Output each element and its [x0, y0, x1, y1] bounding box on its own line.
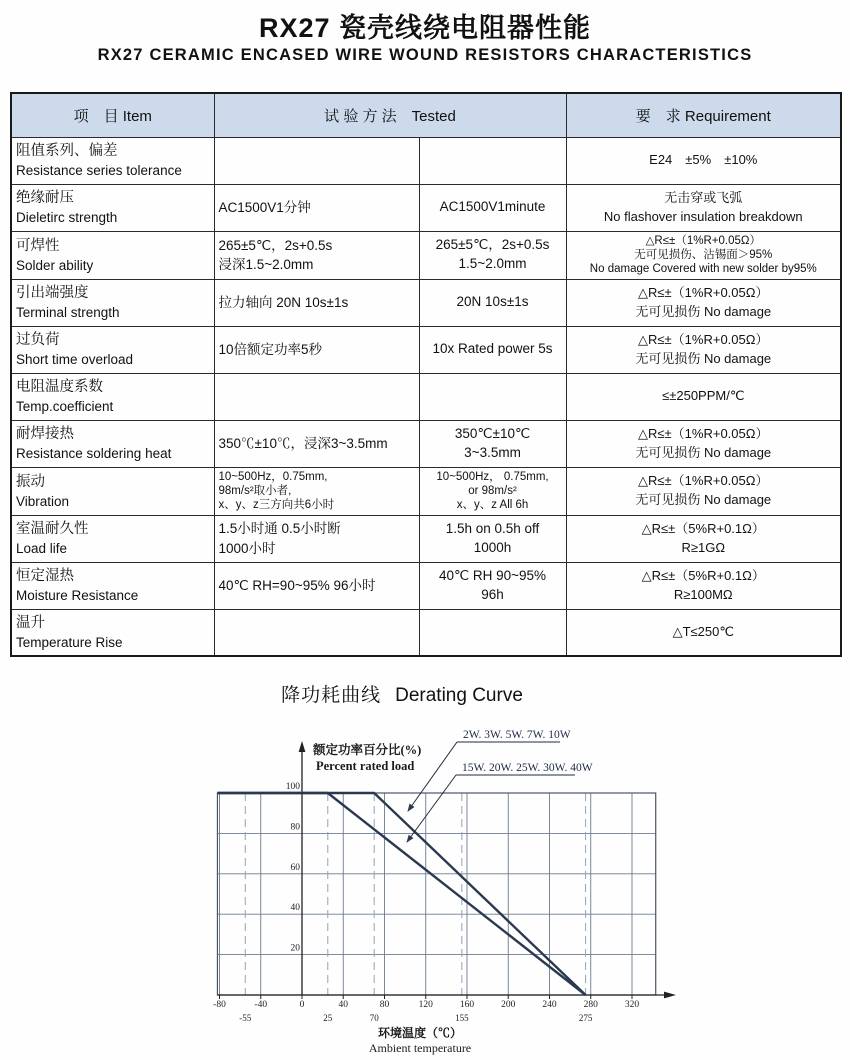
cell-line: 96h	[481, 586, 504, 602]
cell-line: 3~3.5mm	[464, 444, 521, 460]
tested-en-cell	[419, 420, 566, 467]
svg-text:70: 70	[369, 1013, 379, 1023]
item-cell	[11, 279, 214, 326]
cell-line: △R≤±（1%R+0.05Ω）	[638, 425, 769, 441]
cell-line: 无可见损伤 No damage	[635, 444, 772, 460]
cell-line: 可焊性	[16, 237, 60, 254]
requirement-cell	[566, 373, 841, 420]
svg-text:80: 80	[379, 1000, 390, 1010]
cell-line: 1.5小时通 0.5小时断	[218, 521, 341, 537]
svg-text:155: 155	[455, 1013, 469, 1023]
callout-leader-arrow-icon	[407, 775, 456, 842]
cell-line: 过负荷	[16, 332, 60, 349]
cell-line: 1000小时	[218, 540, 276, 556]
cell-line: 浸深1.5~2.0mm	[218, 257, 314, 273]
svg-text:20: 20	[290, 943, 300, 954]
cell-line: No flashover insulation breakdown	[603, 208, 803, 224]
cell-line: AC1500V1分钟	[218, 199, 311, 215]
svg-text:25: 25	[323, 1013, 333, 1023]
svg-text:40: 40	[338, 1000, 348, 1010]
plot-box	[217, 793, 655, 995]
cell-line: 无可见损伤 No damage	[635, 350, 772, 366]
table-row	[11, 279, 841, 326]
requirement-cell	[566, 467, 841, 515]
cell-line: 无击穿或飞弧	[664, 189, 743, 205]
x-axis-label-en: Ambient temperature	[368, 1041, 472, 1055]
page-subtitle: RX27 CERAMIC ENCASED WIRE WOUND RESISTORS CHARACTERISTICS	[97, 46, 753, 64]
tested-en-cell	[419, 562, 566, 609]
cell-line: 350℃±10℃	[454, 425, 531, 441]
requirement-cell	[566, 562, 841, 609]
tested-zh-cell	[214, 279, 419, 326]
svg-text:80: 80	[290, 822, 300, 833]
svg-text:0: 0	[299, 1000, 305, 1010]
series-line-15w-40w	[217, 793, 585, 995]
svg-text:120: 120	[418, 1000, 433, 1010]
svg-text:60: 60	[290, 862, 300, 873]
tested-en-cell	[419, 515, 566, 562]
cell-line: △T≤250℃	[672, 624, 734, 640]
cell-line: No damage Covered with new solder by95%	[589, 263, 817, 276]
y-axis-arrow-icon	[299, 741, 306, 752]
svg-text:240: 240	[542, 1000, 557, 1010]
page-title: RX27 瓷壳线绕电阻器性能	[258, 13, 592, 43]
tested-en-cell	[419, 137, 566, 184]
cell-line: AC1500V1minute	[439, 199, 546, 215]
cell-line: Short time overload	[16, 352, 134, 368]
cell-line: 1.5~2.0mm	[458, 256, 527, 272]
cell-line: 10x Rated power 5s	[432, 341, 553, 357]
x-tick-labels	[213, 1000, 639, 1010]
tested-zh-cell	[214, 420, 419, 467]
svg-text:275: 275	[578, 1013, 593, 1023]
svg-text:-55: -55	[239, 1013, 252, 1023]
svg-text:100: 100	[285, 782, 300, 792]
x-axis-label-zh: 环境温度（℃）	[377, 1026, 463, 1040]
table-row	[11, 231, 841, 279]
grid-lines	[217, 793, 655, 995]
cell-line: 无可见损伤 No damage	[635, 303, 772, 319]
table-header-row	[11, 93, 841, 137]
header-tested: 试 验 方 法 Tested	[214, 93, 566, 137]
item-cell	[11, 373, 214, 420]
cell-line: 40℃ RH 90~95%	[438, 567, 547, 583]
series-line-2w-10w	[217, 793, 585, 995]
tested-en-cell	[419, 326, 566, 373]
cell-line: Vibration	[16, 493, 70, 509]
tested-zh-cell	[214, 137, 419, 184]
x-special-tick-labels	[239, 1013, 593, 1023]
cell-line: 恒定湿热	[16, 568, 74, 585]
cell-line: 无可见损伤 No damage	[635, 492, 772, 508]
cell-line: 1000h	[473, 539, 512, 555]
svg-text:200: 200	[501, 1000, 516, 1010]
cell-line: Load life	[16, 541, 68, 557]
x-axis-arrow-icon	[664, 992, 676, 999]
cell-line: 温升	[16, 615, 45, 632]
svg-text:280: 280	[583, 1000, 598, 1010]
requirement-cell	[566, 420, 841, 467]
requirement-cell	[566, 609, 841, 656]
requirement-cell	[566, 515, 841, 562]
cell-line: or 98m/s²	[468, 485, 517, 497]
cell-line: 阻值系列、偏差	[16, 143, 118, 160]
tested-en-cell	[419, 279, 566, 326]
cell-line: △R≤±（1%R+0.05Ω）	[645, 234, 761, 247]
cell-line: Resistance soldering heat	[16, 446, 172, 462]
y-axis-label-zh: 额定功率百分比(%)	[313, 743, 422, 757]
tested-en-cell	[419, 184, 566, 231]
cell-line: 10~500Hz，0.75mm,	[218, 470, 328, 483]
table-row	[11, 515, 841, 562]
tested-zh-cell	[214, 467, 419, 515]
tested-en-cell	[419, 231, 566, 279]
item-cell	[11, 562, 214, 609]
item-cell	[11, 231, 214, 279]
y-axis-label-en: Percent rated load	[316, 759, 415, 773]
chart-title-en: Derating Curve	[395, 685, 523, 706]
tested-zh-cell	[214, 515, 419, 562]
item-cell	[11, 609, 214, 656]
svg-text:40: 40	[290, 903, 300, 914]
chart-title-zh: 降功耗曲线	[281, 685, 382, 706]
header-requirement: 要 求 Requirement	[566, 93, 841, 137]
tested-zh-cell	[214, 326, 419, 373]
tested-en-cell	[419, 467, 566, 515]
callout-label: 2W. 3W. 5W. 7W. 10W	[463, 729, 571, 741]
cell-line: x、y、z All 6h	[456, 499, 529, 512]
cell-line: Terminal strength	[16, 305, 120, 321]
table-row	[11, 184, 841, 231]
table-row	[11, 467, 841, 515]
cell-line: x、y、z三方向共6小时	[218, 499, 335, 512]
cell-line: 98m/s²取小者,	[218, 485, 292, 497]
cell-line: 拉力轴向 20N 10s±1s	[218, 294, 349, 310]
callout-label: 15W. 20W. 25W. 30W. 40W	[462, 762, 593, 774]
item-cell	[11, 467, 214, 515]
requirement-cell	[566, 137, 841, 184]
cell-line: R≥1GΩ	[681, 539, 726, 555]
tested-en-cell	[419, 609, 566, 656]
cell-line: R≥100MΩ	[673, 586, 733, 602]
requirement-cell	[566, 279, 841, 326]
cell-line: Solder ability	[16, 257, 94, 273]
cell-line: 1.5h on 0.5h off	[445, 520, 540, 536]
cell-line: 绝缘耐压	[16, 190, 74, 207]
cell-line: △R≤±（1%R+0.05Ω）	[638, 331, 769, 347]
derating-chart	[0, 700, 850, 1060]
table-row	[11, 373, 841, 420]
cell-line: 电阻温度系数	[16, 379, 103, 396]
svg-text:320: 320	[624, 1000, 640, 1010]
cell-line: Temperature Rise	[16, 635, 123, 651]
item-cell	[11, 515, 214, 562]
cell-line: △R≤±（1%R+0.05Ω）	[638, 473, 769, 489]
table-row	[11, 420, 841, 467]
cell-line: Temp.coefficient	[16, 399, 114, 415]
tested-en-cell	[419, 373, 566, 420]
y-tick-labels	[286, 782, 301, 954]
cell-line: ≤±250PPM/℃	[662, 388, 745, 404]
cell-line: △R≤±（5%R+0.1Ω）	[641, 567, 765, 583]
characteristics-table	[10, 92, 842, 657]
item-cell	[11, 184, 214, 231]
requirement-cell	[566, 184, 841, 231]
cell-line: 20N 10s±1s	[456, 294, 529, 310]
table-row	[11, 137, 841, 184]
svg-text:-40: -40	[254, 1000, 268, 1010]
item-cell	[11, 137, 214, 184]
cell-line: 引出端强度	[16, 285, 89, 302]
cell-line: 10~500Hz， 0.75mm,	[436, 470, 549, 483]
cell-line: 耐焊接热	[16, 426, 74, 443]
tested-zh-cell	[214, 231, 419, 279]
svg-text:-80: -80	[213, 1000, 226, 1010]
header-item: 项 目 Item	[11, 93, 214, 137]
tested-zh-cell	[214, 562, 419, 609]
tested-zh-cell	[214, 184, 419, 231]
table-row	[11, 609, 841, 656]
cell-line: E24 ±5% ±10%	[649, 152, 758, 168]
cell-line: △R≤±（5%R+0.1Ω）	[641, 520, 765, 536]
requirement-cell	[566, 326, 841, 373]
cell-line: 350℃±10℃，浸深3~3.5mm	[218, 435, 388, 451]
cell-line: 40℃ RH=90~95% 96小时	[218, 577, 376, 593]
item-cell	[11, 420, 214, 467]
cell-line: Resistance series tolerance	[16, 163, 182, 179]
cell-line: 10倍额定功率5秒	[218, 341, 323, 357]
tested-zh-cell	[214, 609, 419, 656]
requirement-cell	[566, 231, 841, 279]
cell-line: △R≤±（1%R+0.05Ω）	[638, 284, 769, 300]
cell-line: 室温耐久性	[16, 521, 89, 538]
cell-line: Moisture Resistance	[16, 588, 139, 604]
cell-line: 无可见损伤、沾锡面＞95%	[634, 248, 773, 261]
table-row	[11, 326, 841, 373]
tested-zh-cell	[214, 373, 419, 420]
item-cell	[11, 326, 214, 373]
cell-line: Dieletirc strength	[16, 210, 118, 226]
cell-line: 265±5℃，2s+0.5s	[218, 237, 333, 253]
table-row	[11, 562, 841, 609]
svg-text:160: 160	[459, 1000, 475, 1010]
cell-line: 振动	[16, 473, 45, 490]
cell-line: 265±5℃，2s+0.5s	[435, 237, 550, 253]
